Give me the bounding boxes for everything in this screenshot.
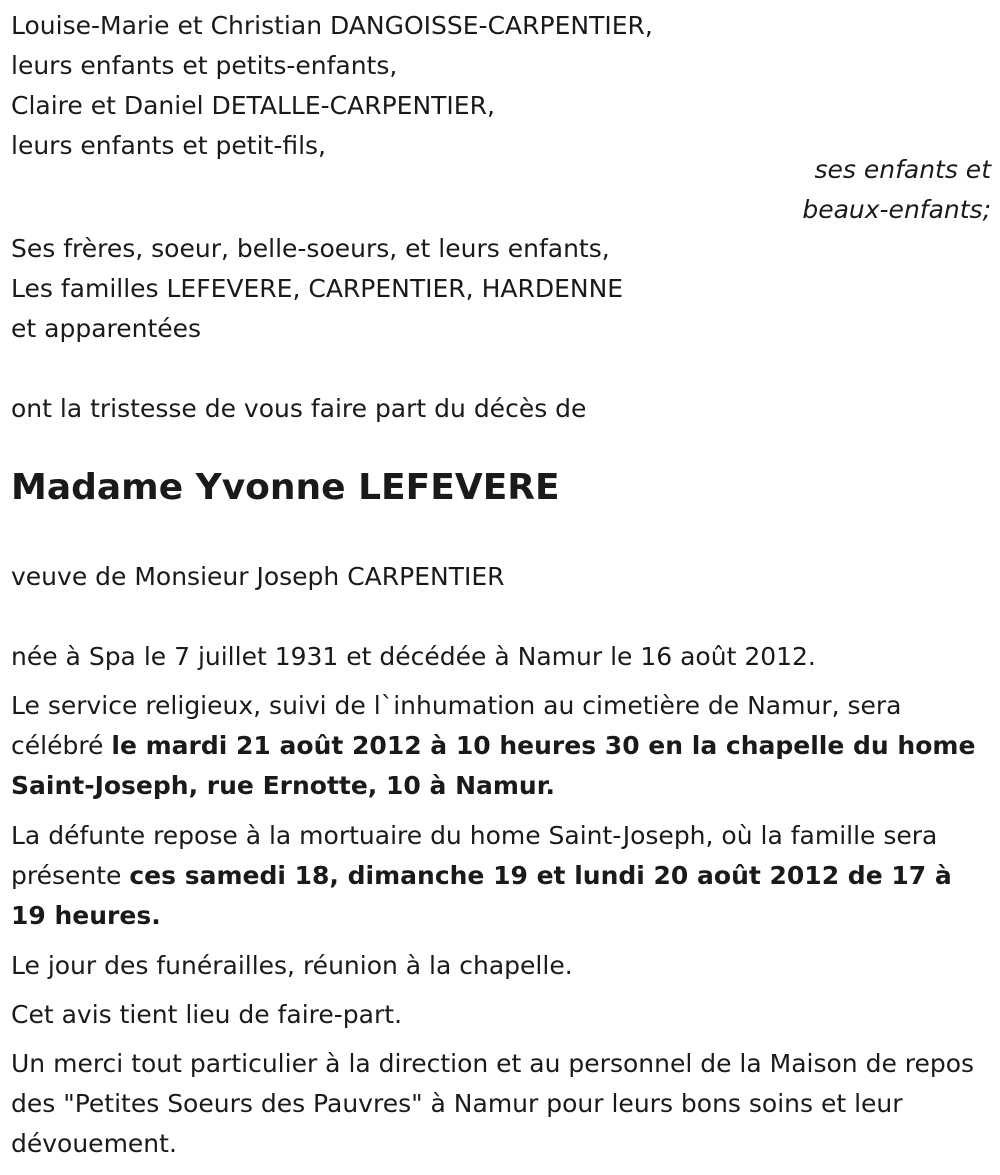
relation-line-1: ses enfants et [814,155,991,184]
birth-death: née à Spa le 7 juillet 1931 et décédée à Namur le 16 août 2012. [11,642,816,671]
family-line-4: leurs enfants et petit-fils, [11,131,327,160]
service-details: le mardi 21 août 2012 à 10 heures 30 en la chapelle du home Saint-Joseph, rue Ernotte, 10 à Namur. [11,731,976,800]
meeting: Le jour des funérailles, réunion à la chapelle. [11,951,573,980]
visitation-details: ces samedi 18, dimanche 19 et lundi 20 août 2012 de 17 à 19 heures. [11,861,952,930]
family-line-6: Les familles LEFEVERE, CARPENTIER, HARDENNE [11,274,624,303]
family-line-3: Claire et Daniel DETALLE-CARPENTIER, [11,91,495,120]
notice: Cet avis tient lieu de faire-part. [11,1000,403,1029]
family-line-7: et apparentées [11,314,202,343]
service-paragraph [11,686,986,806]
visitation-intro: La défunte repose à la mortuaire du home Saint-Joseph, où la famille sera présente [11,821,938,890]
relation-line-2: beaux-enfants; [802,195,991,224]
family-line-2: leurs enfants et petits-enfants, [11,51,398,80]
service-intro: Le service religieux, suivi de l`inhumation au cimetière de Namur, sera célébré [11,691,902,760]
announcement: ont la tristesse de vous faire part du décès de [11,394,587,423]
thanks-paragraph: Un merci tout particulier à la direction et au personnel de la Maison de repos des "Petites Soeurs des Pauvres" à Namur pour leurs bons soins et leur dévouement. [11,1049,975,1158]
family-line-1: Louise-Marie et Christian DANGOISSE-CARPENTIER, [11,11,653,40]
family-line-5: Ses frères, soeur, belle-soeurs, et leurs enfants, [11,234,610,263]
deceased-name: Madame Yvonne LEFEVERE [11,467,560,508]
widow-of: veuve de Monsieur Joseph CARPENTIER [11,562,505,591]
visitation-paragraph [11,816,986,936]
